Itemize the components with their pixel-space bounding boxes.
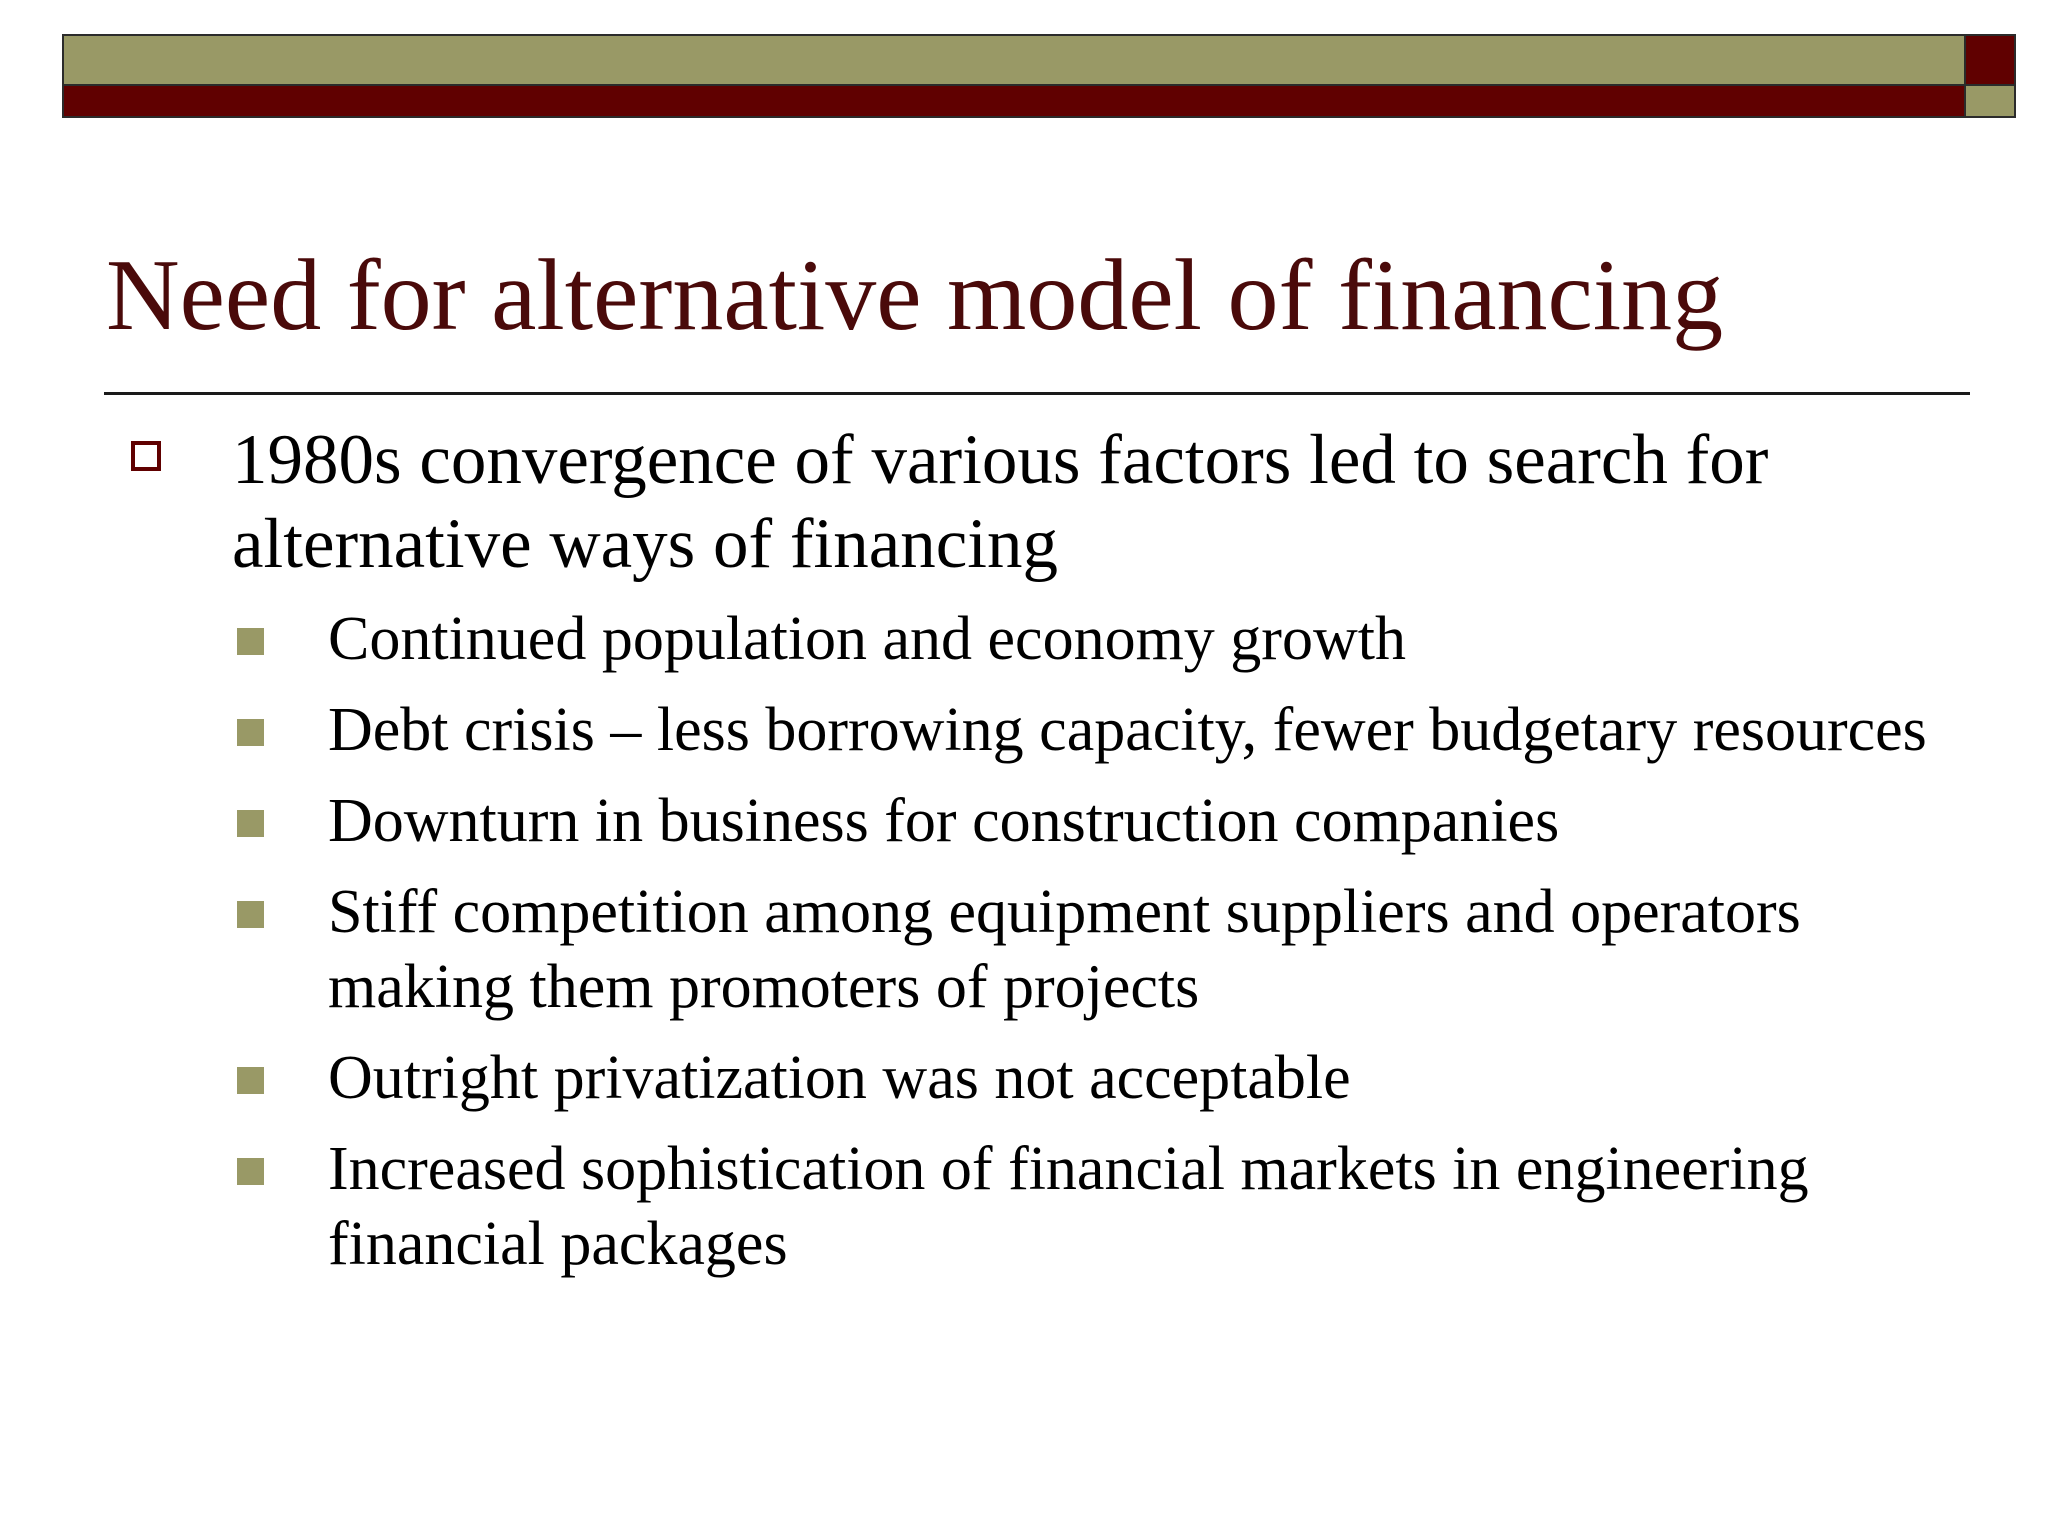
sub-bullet-text: Outright privatization was not acceptable xyxy=(328,1044,1351,1112)
sub-bullet-text: Increased sophistication of financial markets in engineering financial packages xyxy=(328,1135,1809,1278)
sub-bullet-item xyxy=(0,1041,2048,1116)
filled-square-bullet-icon xyxy=(237,901,264,928)
header-corner-maroon-block xyxy=(1966,34,2016,84)
header-olive-bar xyxy=(62,34,1966,84)
sub-bullet-text: Continued population and economy growth xyxy=(328,605,1406,673)
sub-bullet-text: Downturn in business for construction companies xyxy=(328,787,1560,855)
hollow-square-bullet-icon xyxy=(131,441,161,471)
sub-bullet-item xyxy=(0,602,2048,677)
sub-bullet-text: Stiff competition among equipment suppliers and operators making them promoters of projects xyxy=(328,878,1801,1021)
title-divider xyxy=(104,392,1970,395)
sub-bullet-text: Debt crisis – less borrowing capacity, fewer budgetary resources xyxy=(328,696,1927,764)
sub-bullet-list xyxy=(0,602,2048,1282)
header-corner-olive-block xyxy=(1966,84,2016,118)
sub-bullet-item xyxy=(0,875,2048,1025)
slide-title: Need for alternative model of financing xyxy=(106,239,1724,352)
main-bullet-text: 1980s convergence of various factors led to search for alternative ways of financing xyxy=(232,421,1769,583)
sub-bullet-item xyxy=(0,784,2048,859)
main-bullet xyxy=(0,418,2048,586)
sub-bullet-item xyxy=(0,1132,2048,1282)
filled-square-bullet-icon xyxy=(237,628,264,655)
filled-square-bullet-icon xyxy=(237,1158,264,1185)
sub-bullet-item xyxy=(0,693,2048,768)
filled-square-bullet-icon xyxy=(237,719,264,746)
filled-square-bullet-icon xyxy=(237,1067,264,1094)
header-maroon-bar xyxy=(62,84,1966,118)
slide-content xyxy=(0,418,2048,1282)
filled-square-bullet-icon xyxy=(237,810,264,837)
